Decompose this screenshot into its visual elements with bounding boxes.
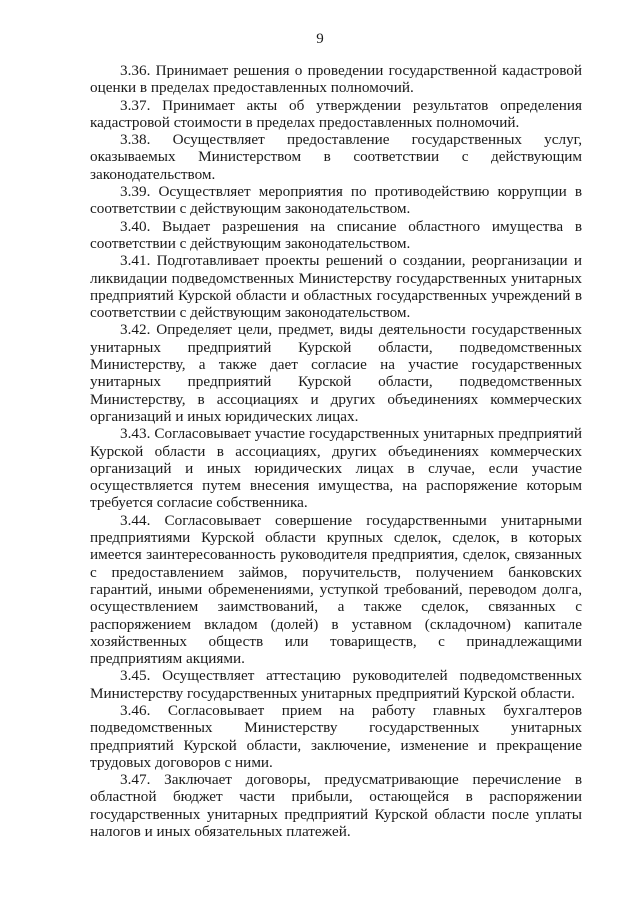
paragraph-3-42 bbox=[90, 321, 582, 425]
paragraph-text: Осуществляет предоставление государственных услуг, оказываемых Министерством в соответствии с действующим законодательством. bbox=[90, 131, 582, 183]
paragraph-number: 3.47. bbox=[120, 771, 151, 789]
paragraph-number: 3.38. bbox=[120, 131, 151, 149]
paragraph-3-37 bbox=[90, 97, 582, 132]
paragraph-3-39 bbox=[90, 183, 582, 218]
paragraph-text: Согласовывает совершение государственными унитарными предприятиями Курской области крупных сделок, сделок, в которых имеется заинтересованность руководителя предприятия, сделок, связанных с предоставлением займов, поручительств, получением банковских гарантий, иными обременениями, уступкой требований, переводом долга, осуществлением заимствований, а также сделок, связанных с распоряжением вкладом (долей) в уставном (складочном) капитале хозяйственных обществ или товариществ, с принадлежащими предприятиям акциями. bbox=[90, 511, 582, 668]
paragraph-text: Заключает договоры, предусматривающие перечисление в областной бюджет части прибыли, остающейся в распоряжении государственных унитарных предприятий Курской области после уплаты налогов и иных обязательных платежей. bbox=[90, 771, 583, 841]
paragraph-number: 3.40. bbox=[120, 217, 151, 235]
paragraph-text: Согласовывает прием на работу главных бухгалтеров подведомственных Министерству государственных унитарных предприятий Курской области, заключение, изменение и прекращение трудовых договоров с ними. bbox=[90, 701, 582, 771]
paragraph-number: 3.37. bbox=[120, 96, 151, 114]
paragraph-text: Выдает разрешения на списание областного имущества в соответствии с действующим законодательством. bbox=[90, 217, 582, 252]
paragraph-text: Осуществляет мероприятия по противодействию коррупции в соответствии с действующим законодательством. bbox=[90, 183, 582, 218]
paragraph-3-44 bbox=[90, 512, 582, 668]
page-number: 9 bbox=[316, 31, 324, 47]
paragraph-3-46 bbox=[90, 702, 582, 771]
paragraph-text: Принимает решения о проведении государственной кадастровой оценки в пределах предоставленных полномочий. bbox=[90, 62, 583, 97]
paragraph-text: Осуществляет аттестацию руководителей подведомственных Министерству государственных унитарных предприятий Курской области. bbox=[90, 667, 583, 702]
paragraph-3-47 bbox=[90, 771, 582, 840]
document-body bbox=[90, 62, 582, 840]
paragraph-number: 3.41. bbox=[120, 252, 151, 270]
paragraph-3-45 bbox=[90, 667, 582, 702]
paragraph-number: 3.42. bbox=[120, 321, 151, 339]
paragraph-3-38 bbox=[90, 131, 582, 183]
paragraph-3-36 bbox=[90, 62, 582, 97]
paragraph-3-40 bbox=[90, 218, 582, 253]
paragraph-3-41 bbox=[90, 252, 582, 321]
paragraph-number: 3.36. bbox=[120, 62, 151, 79]
paragraph-number: 3.43. bbox=[120, 425, 151, 443]
paragraph-number: 3.46. bbox=[120, 701, 151, 719]
paragraph-text: Подготавливает проекты решений о создании, реорганизации и ликвидации подведомственных Министерству государственных унитарных предприятий Курской области и областных государственных учреждений в соответствии с действующим законодательством. bbox=[90, 252, 583, 322]
paragraph-text: Принимает акты об утверждении результатов определения кадастровой стоимости в пределах предоставленных полномочий. bbox=[90, 96, 582, 131]
paragraph-3-43 bbox=[90, 425, 582, 511]
paragraph-number: 3.39. bbox=[120, 183, 151, 201]
paragraph-text: Согласовывает участие государственных унитарных предприятий Курской области в ассоциациях, других объединениях коммерческих организаций и иных юридических лицах в случае, если участие осуществляется путем внесения имущества, на распоряжение которым требуется согласие собственника. bbox=[90, 425, 582, 512]
paragraph-text: Определяет цели, предмет, виды деятельности государственных унитарных предприятий Курской области, подведомственных Министерству, а также дает согласие на участие государственных унитарных предприятий Курской области, подведомственных Министерству, в ассоциациях и других объединениях коммерческих организаций и иных юридических лицах. bbox=[90, 321, 583, 425]
paragraph-number: 3.44. bbox=[120, 511, 151, 529]
paragraph-number: 3.45. bbox=[120, 667, 151, 685]
